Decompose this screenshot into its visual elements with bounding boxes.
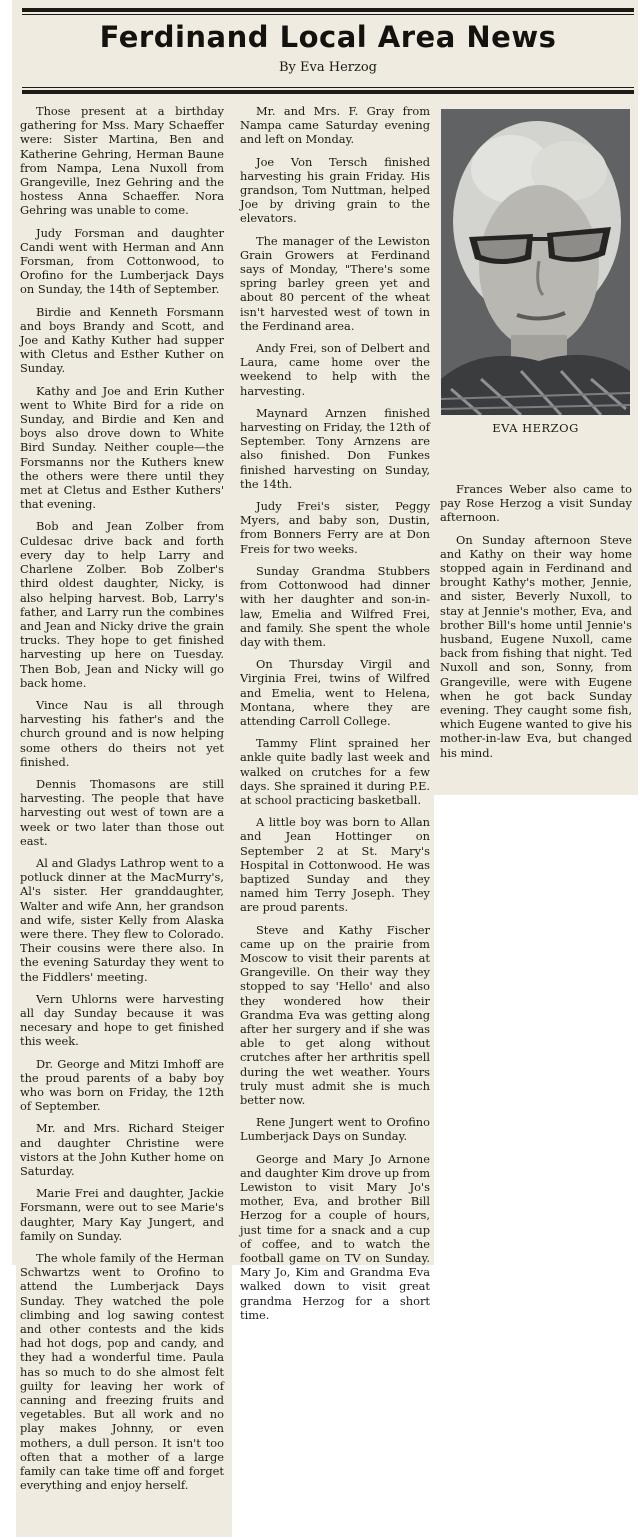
- article-column-3: [440, 482, 632, 768]
- paragraph: Vince Nau is all through harvesting his father's and the church ground and is now helping some others do theirs not yet finished.: [20, 697, 224, 769]
- paragraph: The whole family of the Herman Schwartzs went to Orofino to attend the Lumberjack Days Sunday. They watched the pole climbing and log sawing contest and other contests and the kids had hot dogs, pop and candy, and they had a wonderful time. Paula has so much to do she almost felt guilty for leaving her work of canning and freezing fruits and vegetables. But all work and no play makes Johnny, or even mothers, a dull person. It isn't too often that a mother of a large family can take time off and forget everything and enjoy herself.: [20, 1251, 224, 1493]
- paragraph: Dr. George and Mitzi Imhoff are the proud parents of a baby boy who was born on Friday, the 12th of September.: [20, 1056, 224, 1114]
- paragraph: Bob and Jean Zolber from Culdesac drive back and forth every day to help Larry and Charlene Zolber. Bob Zolber's third oldest daughter, Nicky, is also helping harvest. Bob, Larry's father, and Larry run the combines and Jean and Nicky drive the grain trucks. They hope to get finished harvesting up here on Tuesday. Then Bob, Jean and Nicky will go back home.: [20, 519, 224, 690]
- paragraph: A little boy was born to Allan and Jean Hottinger on September 2 at St. Mary's Hospital in Cottonwood. He was baptized Sunday and they named him Terry Joseph. They are proud parents.: [240, 815, 430, 915]
- paragraph: Those present at a birthday gathering for Mss. Mary Schaeffer were: Sister Martina, Ben and Katherine Gehring, Herman Baune from Nampa, Lena Nuxoll from Grangeville, Inez Gehring and the hostess Anna Schaeffer. Nora Gehring was unable to come.: [20, 104, 224, 218]
- paragraph: Sunday Grandma Stubbers from Cottonwood had dinner with her daughter and son-in-law, Emelia and Wilfred Frei, and family. She spent the whole day with them.: [240, 563, 430, 649]
- paragraph: Judy Forsman and daughter Candi went with Herman and Ann Forsman, from Cottonwood, to Orofino for the Lumberjack Days on Sunday, the 14th of September.: [20, 225, 224, 297]
- paragraph: Mr. and Mrs. Richard Steiger and daughter Christine were vistors at the John Kuther home on Saturday.: [20, 1121, 224, 1179]
- header-rule: [22, 90, 634, 94]
- paragraph: Joe Von Tersch finished harvesting his grain Friday. His grandson, Tom Nuttman, helped Joe by driving grain to the elevators.: [240, 154, 430, 226]
- top-rule: [22, 8, 634, 12]
- top-rule-thin: [22, 14, 634, 15]
- paragraph: Rene Jungert went to Orofino Lumberjack Days on Sunday.: [240, 1115, 430, 1144]
- article-column-1: [20, 104, 224, 1500]
- article-headline: Ferdinand Local Area News: [99, 20, 557, 54]
- paragraph: The manager of the Lewiston Grain Growers at Ferdinand says of Monday, "There's some spring barley green yet and about 80 percent of the wheat isn't harvested west of town in the Ferdinand area.: [240, 233, 430, 333]
- paragraph: On Sunday afternoon Steve and Kathy on their way home stopped again in Ferdinand and brought Kathy's mother, Jennie, and sister, Beverly Nuxoll, to stay at Jennie's mother, Eva, and brother Bill's home until Jennie's husband, Eugene Nuxoll, came back from fishing that night. Ted Nuxoll and son, Sonny, from Grangeville, were with Eugene when he got back Sunday evening. They caught some fish, which Eugene wanted to give his mother-in-law Eva, but changed his mind.: [440, 532, 632, 760]
- paragraph: Maynard Arnzen finished harvesting on Friday, the 12th of September. Tony Arnzens are also finished. Don Funkes finished harvesting on Sunday, the 14th.: [240, 405, 430, 491]
- article-byline: By Eva Herzog: [279, 60, 377, 75]
- paragraph: Andy Frei, son of Delbert and Laura, came home over the weekend to help with the harvesting.: [240, 341, 430, 398]
- paragraph: Birdie and Kenneth Forsmann and boys Brandy and Scott, and Joe and Kathy Kuther had supper with Cletus and Esther Kuther on Sunday.: [20, 304, 224, 376]
- paragraph: Mr. and Mrs. F. Gray from Nampa came Saturday evening and left on Monday.: [240, 104, 430, 147]
- paragraph: Al and Gladys Lathrop went to a potluck dinner at the MacMurry's, Al's sister. Her granddaughter, Walter and wife Ann, her grandson and wife, sister Kelly from Alaska were there. They flew to Colorado. Their cousins were there also. In the evening Saturday they went to the Fiddlers' meeting.: [20, 855, 224, 984]
- paragraph: Judy Frei's sister, Peggy Myers, and baby son, Dustin, from Bonners Ferry are at Don Freis for two weeks.: [240, 499, 430, 556]
- paragraph: Marie Frei and daughter, Jackie Forsmann, were out to see Marie's daughter, Mary Kay Jungert, and family on Sunday.: [20, 1186, 224, 1243]
- paragraph: George and Mary Jo Arnone and daughter Kim drove up from Lewiston to visit Mary Jo's mother, Eva, and brother Bill Herzog for a couple of hours, just time for a snack and a cup of coffee, and to watch the football game on TV on Sunday. Mary Jo, Kim and Grandma Eva walked down to visit great grandma Herzog for a short time.: [240, 1151, 431, 1322]
- paragraph: Kathy and Joe and Erin Kuther went to White Bird for a ride on Sunday, and Birdie and Ken and boys also drove down to White Bird Sunday. Neither couple—the Forsmanns nor the Kuthers knew the others were there until they met at Cletus and Esther Kuthers' that evening.: [20, 383, 224, 512]
- paragraph: On Thursday Virgil and Virginia Frei, twins of Wilfred and Emelia, went to Helena, Montana, where they are attending Carroll College.: [240, 657, 430, 728]
- author-photo: [441, 109, 630, 415]
- photo-caption: EVA HERZOG: [492, 421, 579, 435]
- article-column-2: [240, 104, 430, 1330]
- paragraph: Dennis Thomasons are still harvesting. The people that have harvesting out west of town are a week or two later than those out east.: [20, 776, 224, 848]
- paragraph: Steve and Kathy Fischer came up on the prairie from Moscow to visit their parents at Grangeville. On their way they stopped to say 'Hello' and also they wondered how their Grandma Eva was getting along after her surgery and if she was able to get along without crutches after her arthritis spell during the wet weather. Yours truly must admit she is much better now.: [240, 922, 430, 1107]
- header-rule-thin: [22, 87, 634, 88]
- paragraph: Tammy Flint sprained her ankle quite badly last week and walked on crutches for a few days. She sprained it during P.E. at school practicing basketball.: [240, 736, 430, 807]
- paragraph: Vern Uhlorns were harvesting all day Sunday because it was necesary and hope to get finished this week.: [20, 991, 224, 1049]
- paragraph: Frances Weber also came to pay Rose Herzog a visit Sunday afternoon.: [440, 482, 632, 525]
